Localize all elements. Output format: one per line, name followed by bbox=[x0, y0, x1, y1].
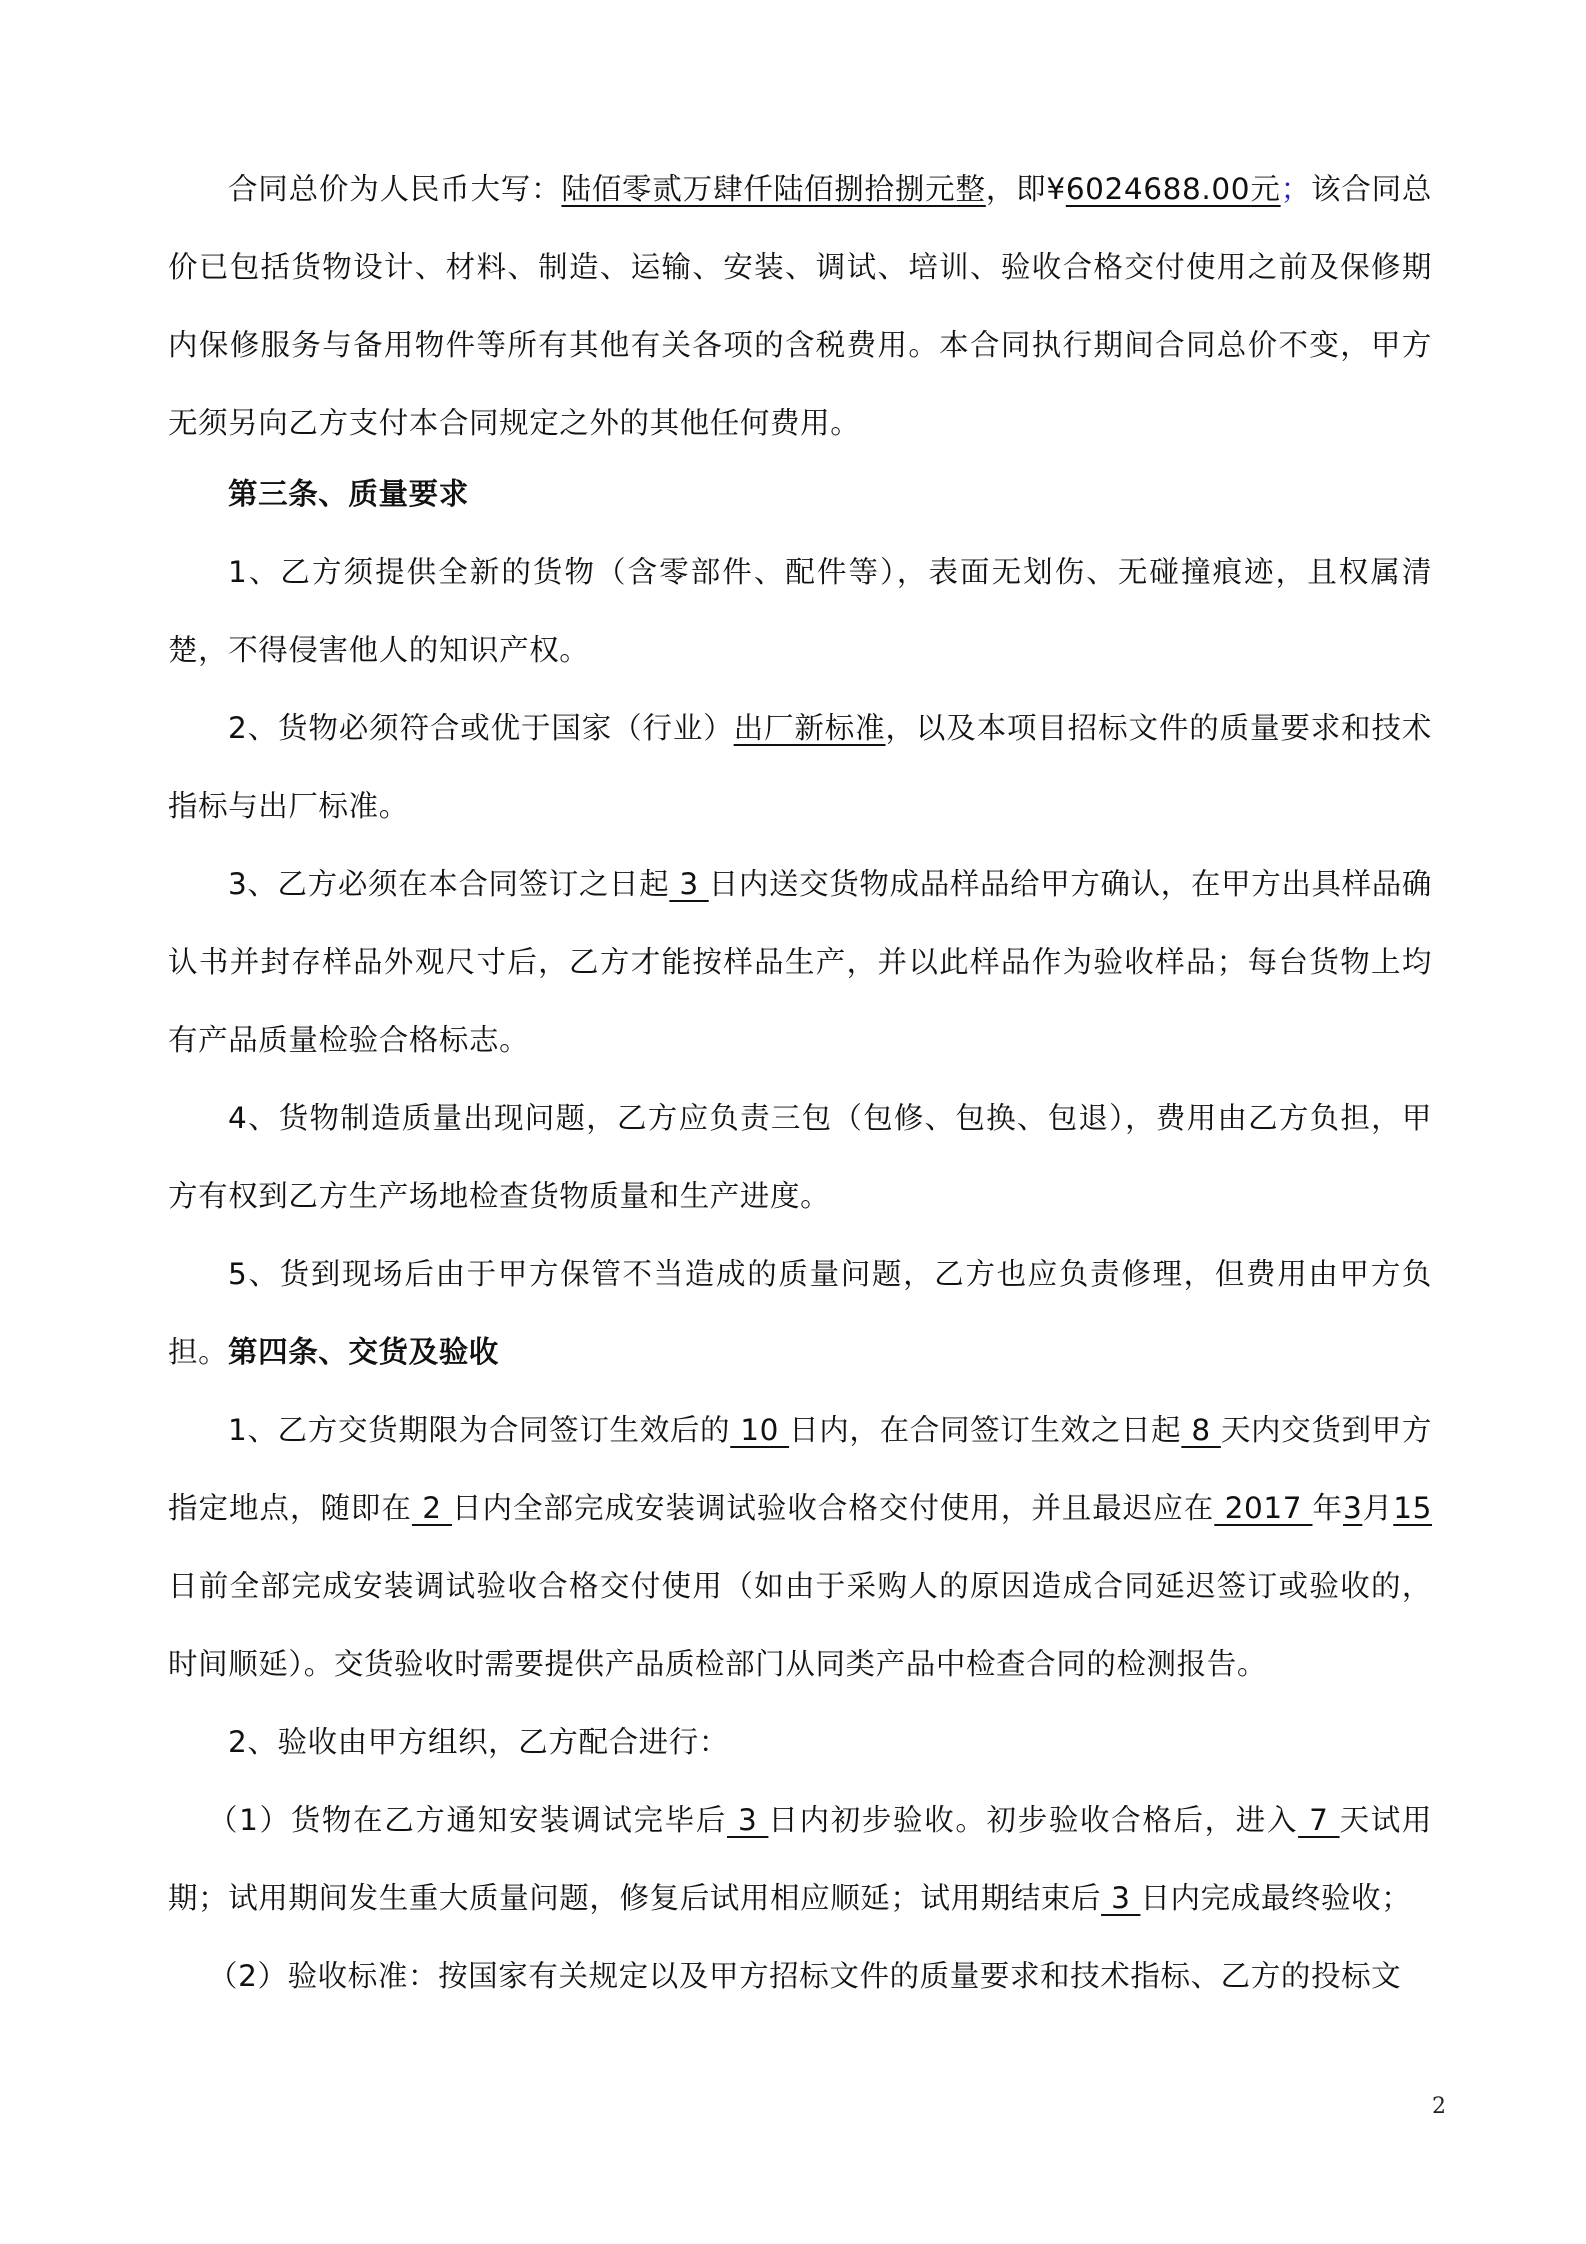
section-heading-quality: 第三条、质量要求 bbox=[228, 477, 469, 511]
days-blank: 2 bbox=[411, 1491, 453, 1525]
year-blank: 2017 bbox=[1214, 1491, 1313, 1525]
text-span: ，即¥ bbox=[985, 172, 1066, 206]
text-span: 3、乙方必须在本合同签订之日起 bbox=[228, 867, 670, 901]
days-blank: 7 bbox=[1298, 1803, 1340, 1837]
text-span: 天试用期；试用期间发生重大质量问题，修复后试用相应顺延；试用期结束后 bbox=[168, 1803, 1432, 1915]
standard-blank: 出厂新标准 bbox=[733, 711, 886, 745]
text-span: 年 bbox=[1312, 1491, 1343, 1525]
text-span: 合同总价为人民币大写： bbox=[228, 172, 562, 206]
text-span: ，以及本项目招标文件的质量要求和技术指标与出厂标准。 bbox=[168, 711, 1432, 823]
section-heading-delivery: 第四条、交货及验收 bbox=[228, 1335, 499, 1369]
quality-clause-5: 5、货到现场后由于甲方保管不当造成的质量问题，乙方也应负责修理，但费用由甲方负担。 bbox=[168, 1257, 1432, 1369]
text-span: 日内全部完成安装调试验收合格交付使用，并且最迟应在 bbox=[452, 1491, 1215, 1525]
days-blank: 3 bbox=[669, 867, 709, 901]
blue-semicolon: ； bbox=[1280, 172, 1311, 206]
text-span: 2、货物必须符合或优于国家（行业） bbox=[228, 711, 734, 745]
days-blank: 8 bbox=[1181, 1413, 1221, 1447]
days-blank: 3 bbox=[1101, 1881, 1141, 1915]
delivery-clause-2: 2、验收由甲方组织，乙方配合进行： bbox=[228, 1725, 729, 1759]
quality-clause-4: 4、货物制造质量出现问题，乙方应负责三包（包修、包换、包退），费用由乙方负担，甲方有权到乙方生产场地检查货物质量和生产进度。 bbox=[168, 1101, 1432, 1213]
delivery-clause-2-1 bbox=[168, 1781, 1432, 1937]
delivery-clause-2-2: （2）验收标准：按国家有关规定以及甲方招标文件的质量要求和技术指标、乙方的投标文 bbox=[208, 1959, 1402, 1993]
day-blank: 15 bbox=[1393, 1491, 1432, 1525]
price-in-words: 陆佰零贰万肆仟陆佰捌拾捌元整 bbox=[561, 172, 986, 206]
quality-clause-3 bbox=[168, 845, 1432, 1079]
delivery-clause-1 bbox=[168, 1391, 1432, 1703]
days-blank: 10 bbox=[730, 1413, 790, 1447]
text-span: （1）货物在乙方通知安装调试完毕后 bbox=[208, 1803, 727, 1837]
text-span: 月 bbox=[1362, 1491, 1394, 1525]
price-in-figures: 6024688.00 bbox=[1065, 172, 1251, 206]
currency-unit: 元 bbox=[1250, 172, 1281, 206]
page-number: 2 bbox=[1432, 2094, 1446, 2119]
quality-clause-1: 1、乙方须提供全新的货物（含零部件、配件等），表面无划伤、无碰撞痕迹，且权属清楚，不得侵害他人的知识产权。 bbox=[168, 555, 1432, 667]
text-span: 日前全部完成安装调试验收合格交付使用（如由于采购人的原因造成合同延迟签订或验收的，时间顺延）。交货验收时需要提供产品质检部门从同类产品中检查合同的检测报告。 bbox=[168, 1569, 1432, 1681]
text-span: 该合同总价已包括货物设计、材料、制造、运输、安装、调试、培训、验收合格交付使用之前及保修期内保修服务与备用物件等所有其他有关各项的含税费用。本合同执行期间合同总价不变，甲方无须另向乙方支付本合同规定之外的其他任何费用。 bbox=[168, 172, 1432, 440]
text-span: 日内，在合同签订生效之日起 bbox=[789, 1413, 1182, 1447]
total-price-paragraph bbox=[168, 150, 1432, 462]
month-blank: 3 bbox=[1342, 1491, 1363, 1525]
text-span: 日内初步验收。初步验收合格后，进入 bbox=[768, 1803, 1299, 1837]
quality-clause-2 bbox=[168, 689, 1432, 845]
text-span: 日内完成最终验收； bbox=[1140, 1881, 1412, 1915]
text-span: 1、乙方交货期限为合同签订生效后的 bbox=[228, 1413, 731, 1447]
text-span: 日内送交货物成品样品给甲方确认，在甲方出具样品确认书并封存样品外观尺寸后，乙方才能按样品生产，并以此样品作为验收样品；每台货物上均有产品质量检验合格标志。 bbox=[168, 867, 1432, 1057]
days-blank: 3 bbox=[726, 1803, 769, 1837]
text-span: 天内交货到甲方指定地点，随即在 bbox=[168, 1413, 1432, 1525]
